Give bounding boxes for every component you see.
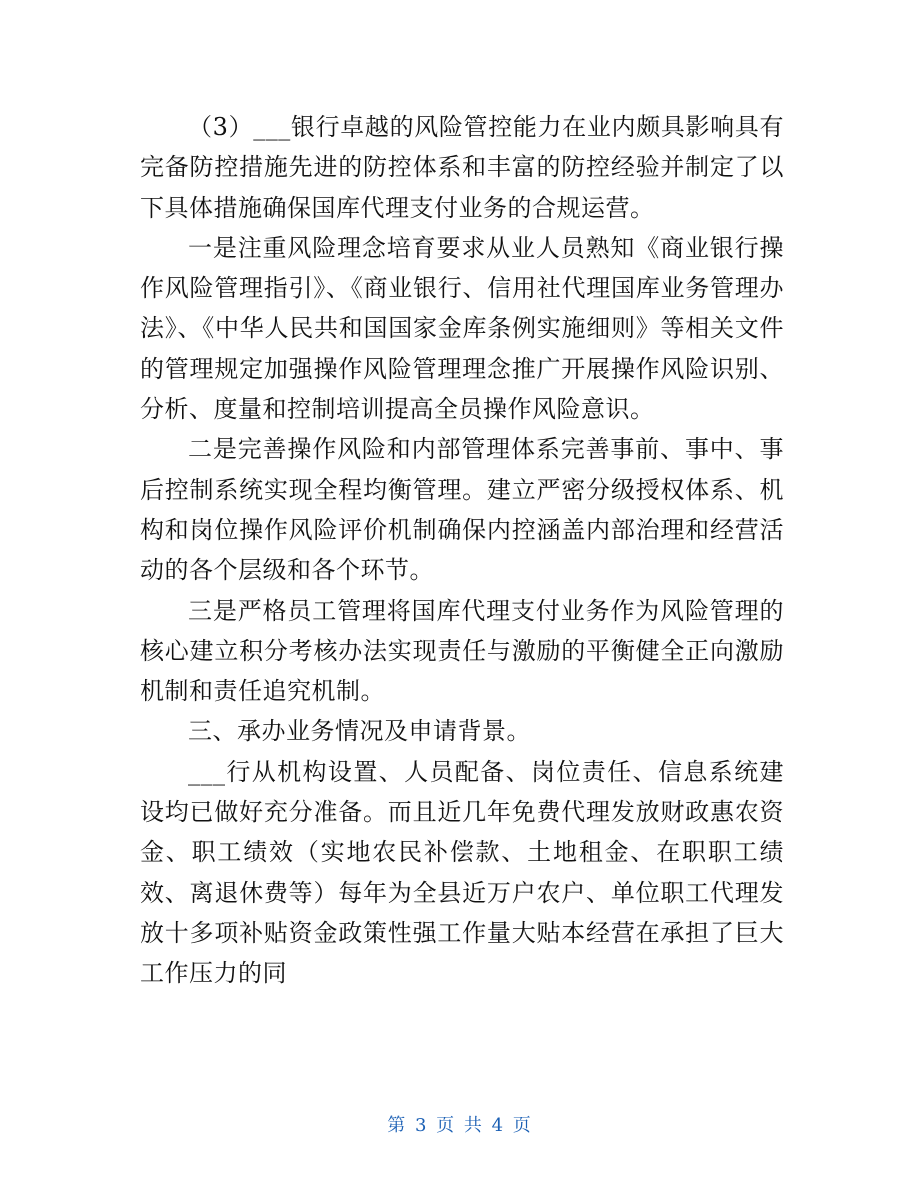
section-heading-business-background: 三、承办业务情况及申请背景。 (188, 717, 531, 746)
paragraph-internal-management: 二是完善操作风险和内部管理体系完善事前、事中、事后控制系统实现全程均衡管理。建立严密分级授权体系、机构和岗位操作风险评价机制确保内控涵盖内部治理和经营活动的各个层级和各个环节。 (140, 435, 784, 585)
page-number-footer: 第 3 页 共 4 页 (387, 1115, 533, 1136)
paragraph-risk-concept: 一是注重风险理念培育要求从业人员熟知《商业银行操作风险管理指引》、《商业银行、信用社代理国库业务管理办法》、《中华人民共和国国家金库条例实施细则》等相关文件的管理规定加强操作风险管理理念推广开展操作风险识别、分析、度量和控制培训提高全员操作风险意识。 (140, 233, 784, 424)
document-body (140, 107, 784, 994)
paragraph-preparation: ___行从机构设置、人员配备、岗位责任、信息系统建设均已做好充分准备。而且近几年免费代理发放财政惠农资金、职工绩效（实地农民补偿款、土地租金、在职职工绩效、离退休费等）每年为全县近万户农户、单位职工代理发放十多项补贴资金政策性强工作量大贴本经营在承担了巨大工作压力的同 (140, 757, 784, 988)
paragraph-staff-management: 三是严格员工管理将国库代理支付业务作为风险管理的核心建立积分考核办法实现责任与激励的平衡健全正向激励机制和责任追究机制。 (140, 596, 784, 706)
paragraph-risk-control-intro: （3）___银行卓越的风险管控能力在业内颇具影响具有完备防控措施先进的防控体系和丰富的防控经验并制定了以下具体措施确保国库代理支付业务的合规运营。 (140, 113, 784, 222)
